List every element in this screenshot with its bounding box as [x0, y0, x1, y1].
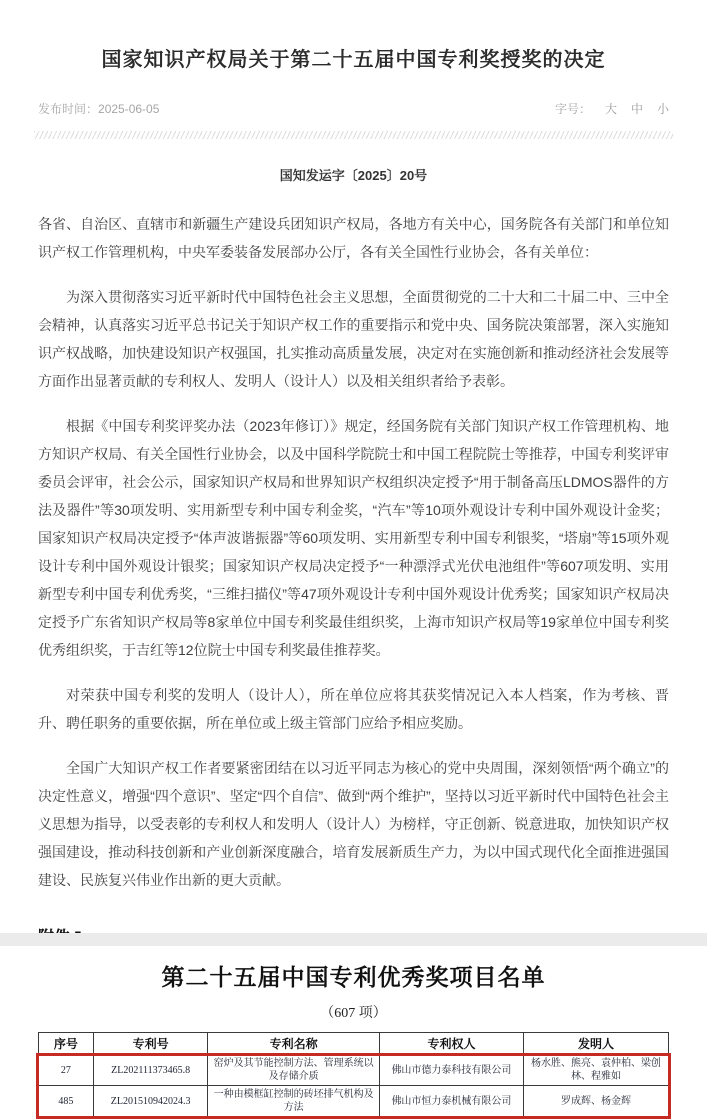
publish-time-label: 发布时间： [38, 102, 99, 116]
attachment-section [38, 924, 669, 1117]
cell-inventors: 罗成辉、杨金辉 [524, 1086, 669, 1117]
header-patent-name: 专利名称 [208, 1033, 379, 1055]
paragraph-salutation: 各省、自治区、直辖市和新疆生产建设兵团知识产权局，各地方有关中心，国务院各有关部门和单位知识产权工作管理机构，中央军委装备发展部办公厅，各有关全国性行业协会，各有关单位： [38, 216, 669, 260]
header-no: 序号 [39, 1033, 94, 1055]
publish-time [38, 100, 159, 117]
paragraph: 对荣获中国专利奖的发明人（设计人），所在单位应将其获奖情况记入本人档案，作为考核、晋升、聘任职务的重要依据，所在单位或上级主管部门应给予相应奖励。 [38, 687, 669, 731]
paragraph: 根据《中国专利奖评奖办法（2023年修订）》规定，经国务院有关部门知识产权工作管理机构、地方知识产权局、有关全国性行业协会，以及中国科学院院士和中国工程院院士等推荐，中国专利奖评审委员会评审，社会公示，国家知识产权局和世界知识产权组织决定授予“用于制备高压LDMOS器件的方法及器件”等30项发明、实用新型专利中国专利金奖，“汽车”等10项外观设计专利中国外观设计金奖；国家知识产权局决定授予“体声波谐振器”等60项发明、实用新型专利中国专利银奖，“塔扇”等15项外观设计专利中国外观设计银奖；国家知识产权局决定授予“一种漂浮式光伏电池组件”等607项发明、实用新型专利中国专利优秀奖，“三维扫描仪”等47项外观设计专利中国外观设计优秀奖；国家知识产权局决定授予广东省知识产权局等8家单位中国专利奖最佳组织奖，上海市知识产权局等19家单位中国专利奖优秀组织奖，于吉红等12位院士中国专利奖最佳推荐奖。 [38, 418, 669, 658]
header-patentee: 专利权人 [379, 1033, 523, 1055]
cell-no: 27 [39, 1055, 94, 1086]
header-inventors: 发明人 [524, 1033, 669, 1055]
table-header-row [39, 1033, 669, 1055]
cell-patent-no: ZL201510942024.3 [93, 1086, 208, 1117]
document-body [38, 210, 669, 894]
cell-patentee: 佛山市德力泰科技有限公司 [379, 1055, 523, 1086]
cell-patentee: 佛山市恒力泰机械有限公司 [379, 1086, 523, 1117]
font-size-medium-button[interactable]: 中 [630, 102, 643, 116]
font-size-label: 字号： [554, 102, 591, 116]
publish-time-value: 2025-06-05 [98, 102, 160, 116]
cell-patent-no: ZL202111373465.8 [93, 1055, 208, 1086]
cell-inventors: 杨水胜、熊亮、袁仲柏、梁创林、程雅如 [524, 1055, 669, 1086]
patent-table-wrapper [38, 1032, 669, 1117]
table-row [39, 1086, 669, 1117]
hatched-divider [34, 131, 673, 139]
paragraph: 全国广大知识产权工作者要紧密团结在以习近平同志为核心的党中央周围，深刻领悟“两个确立”的决定性意义，增强“四个意识”、坚定“四个自信”、做到“两个维护”，坚持以习近平新时代中国特色社会主义思想为指导，以受表彰的专利权人和发明人（设计人）为榜样，守正创新、锐意进取，加快知识产权强国建设，推动科技创新和产业创新深度融合，培育发展新质生产力，为以中国式现代化全面推进强国建设、民族复兴伟业作出新的更大贡献。 [38, 760, 669, 888]
cell-patent-name: 窑炉及其节能控制方法、管理系统以及存储介质 [208, 1055, 379, 1086]
font-size-control [555, 100, 669, 117]
attachment-title: 第二十五届中国专利优秀奖项目名单 [161, 965, 546, 990]
font-size-small-button[interactable]: 小 [656, 102, 669, 116]
meta-row [38, 100, 669, 117]
header-patent-no: 专利号 [93, 1033, 208, 1055]
font-size-large-button[interactable]: 大 [604, 102, 617, 116]
table-row [39, 1055, 669, 1086]
attachment-count: （607 项） [320, 1006, 387, 1021]
page-title: 国家知识产权局关于第二十五届中国专利奖授奖的决定 [101, 49, 606, 71]
paragraph: 为深入贯彻落实习近平新时代中国特色社会主义思想，全面贯彻党的二十大和二十届二中、三中全会精神，认真落实习近平总书记关于知识产权工作的重要指示和党中央、国务院决策部署，深入实施知识产权战略，加快建设知识产权强国，扎实推动高质量发展，决定对在实施创新和推动经济社会发展等方面作出显著贡献的专利权人、发明人（设计人）以及相关组织者给予表彰。 [38, 289, 669, 389]
cell-no: 485 [39, 1086, 94, 1117]
patent-table [38, 1032, 669, 1117]
page-bottom-band [0, 933, 707, 946]
document-number: 国知发运字〔2025〕20号 [279, 168, 428, 183]
cell-patent-name: 一种由模框缸控制的砖坯排气机构及方法 [208, 1086, 379, 1117]
